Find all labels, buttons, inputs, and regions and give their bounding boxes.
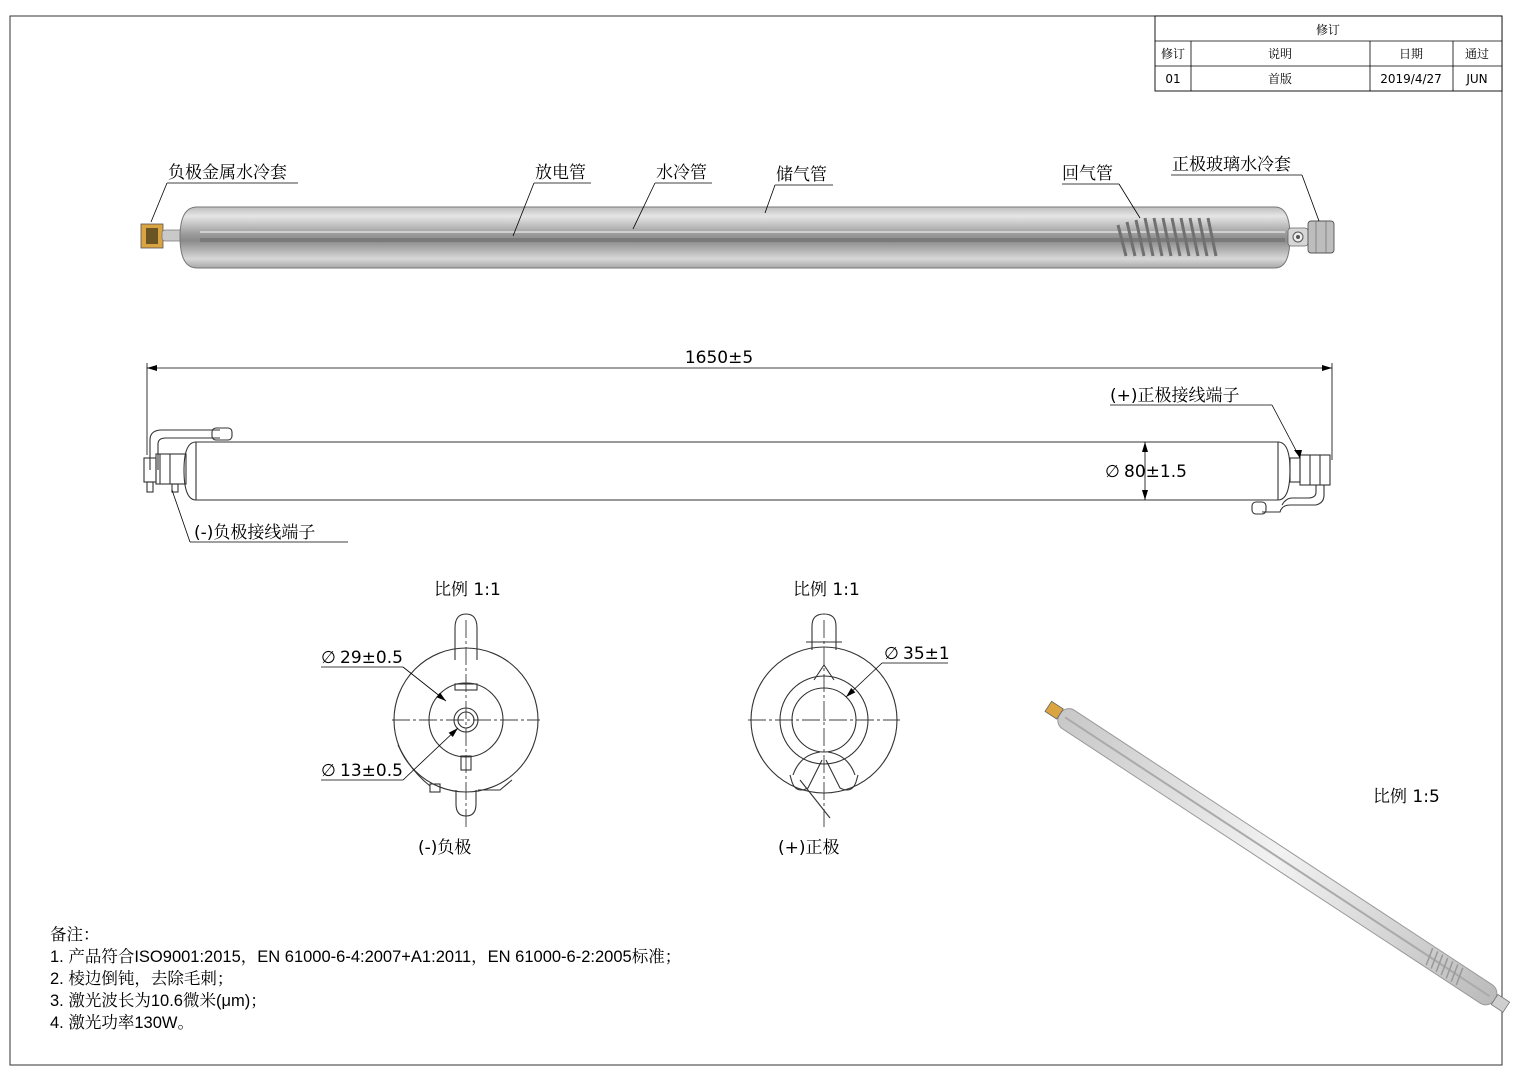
anode-scale: 比例 1:1 [793, 580, 860, 600]
end-view-cathode [321, 580, 540, 858]
header-approved: 通过 [1464, 47, 1490, 61]
note-4: 4. 激光功率130W。 [50, 1014, 194, 1032]
cathode-outer-dim-symbol: ∅ [321, 648, 336, 668]
cell-approved: JUN [1466, 72, 1488, 86]
diameter-dimension: 80±1.5 [1124, 462, 1187, 482]
callout-return-tube: 回气管 [1062, 164, 1113, 184]
cell-date: 2019/4/27 [1380, 72, 1442, 86]
callout-water-tube: 水冷管 [656, 163, 707, 183]
end-view-anode [748, 580, 950, 858]
notes-title: 备注： [50, 926, 100, 944]
cathode-terminal-label: (-)负极接线端子 [194, 523, 316, 543]
iso-view-tube [1042, 697, 1512, 1016]
top-view-tube [141, 207, 1334, 268]
cathode-caption: (-)负极 [418, 838, 472, 858]
length-dimension: 1650±5 [684, 348, 754, 368]
callout-gas-tube: 储气管 [776, 165, 827, 185]
anode-caption: (+)正极 [778, 838, 840, 858]
cell-rev: 01 [1165, 72, 1181, 86]
cell-desc: 首版 [1267, 72, 1293, 86]
revision-table-title: 修订 [1315, 23, 1341, 37]
anode-terminal-label: (+)正极接线端子 [1110, 386, 1240, 406]
diameter-symbol: ∅ [1105, 462, 1120, 482]
callout-discharge-tube: 放电管 [535, 163, 586, 183]
note-1: 1. 产品符合ISO9001:2015，EN 61000-6-4:2007+A1:2011，EN 61000-6-2:2005标准； [50, 948, 682, 966]
callout-anode-jacket: 正极玻璃水冷套 [1172, 155, 1291, 175]
notes [50, 925, 681, 1032]
revision-table [1155, 16, 1502, 91]
side-view [144, 348, 1332, 543]
note-2: 2. 棱边倒钝，去除毛刺； [50, 970, 234, 988]
cathode-inner-dim-symbol: ∅ [321, 761, 336, 781]
callout-cathode-jacket: 负极金属水冷套 [168, 163, 287, 183]
cathode-scale: 比例 1:1 [434, 580, 501, 600]
note-3: 3. 激光波长为10.6微米(μm)； [50, 992, 267, 1010]
iso-scale: 比例 1:5 [1373, 787, 1440, 807]
cathode-outer-dim: 29±0.5 [340, 648, 403, 668]
cathode-inner-dim: 13±0.5 [340, 761, 403, 781]
anode-dim: 35±1 [903, 644, 950, 664]
header-rev: 修订 [1160, 47, 1186, 61]
header-date: 日期 [1398, 47, 1424, 61]
anode-dim-symbol: ∅ [884, 644, 899, 664]
header-desc: 说明 [1267, 47, 1293, 61]
